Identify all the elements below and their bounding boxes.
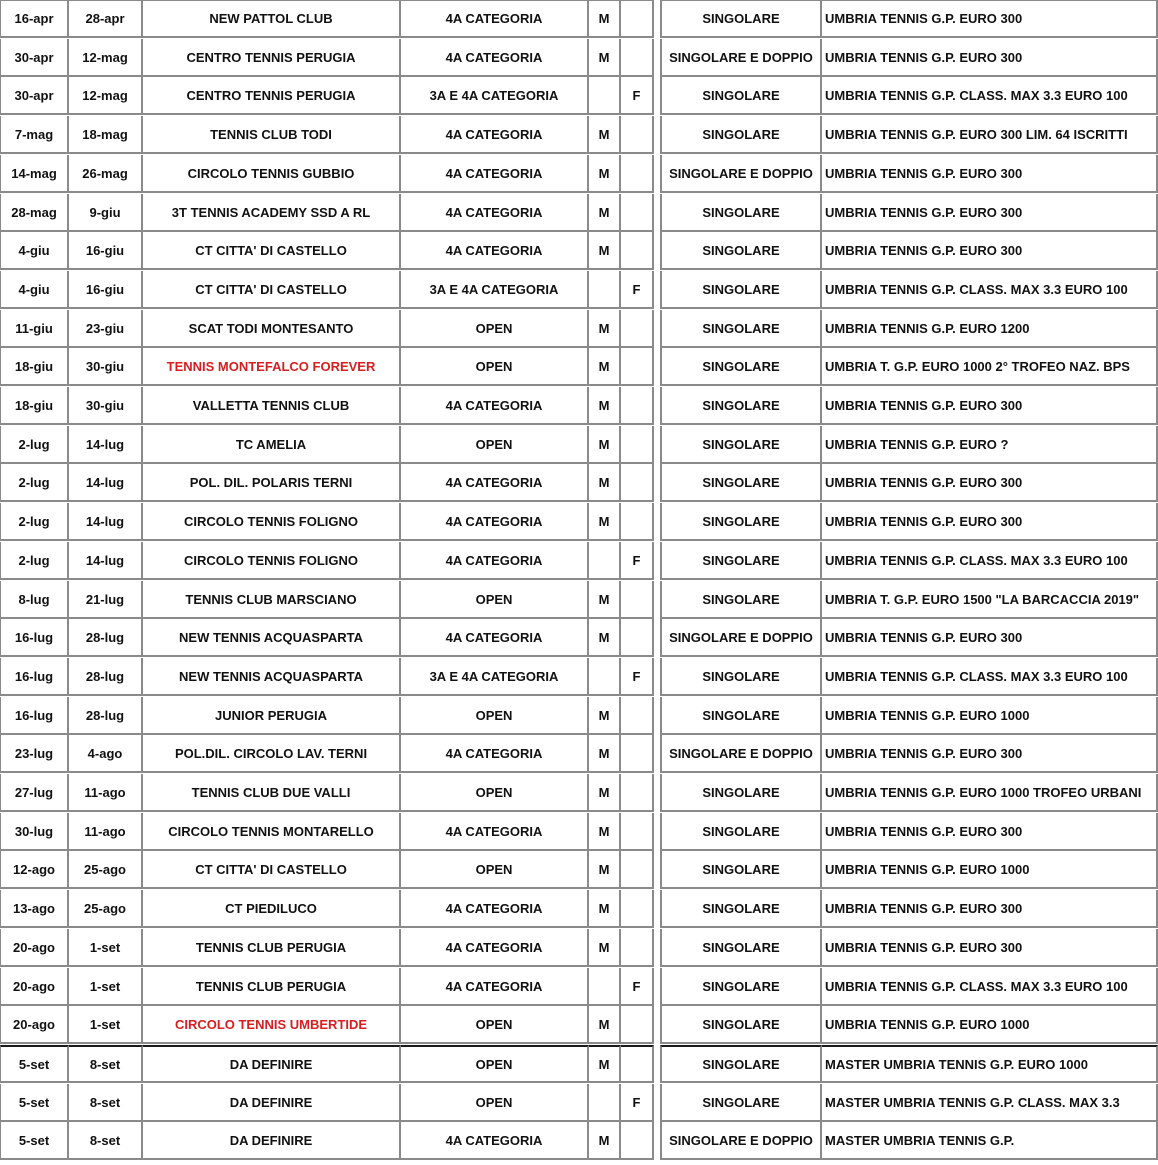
event-type-cell: SINGOLARE <box>660 1045 822 1083</box>
male-flag-cell <box>589 1084 621 1122</box>
male-flag-cell: M <box>589 929 621 967</box>
event-type-cell: SINGOLARE <box>660 464 822 502</box>
female-flag-cell <box>621 697 654 735</box>
tournament-note-cell: UMBRIA TENNIS G.P. CLASS. MAX 3.3 EURO 100 <box>822 542 1158 580</box>
category-cell: 4A CATEGORIA <box>401 813 589 851</box>
category-cell: 4A CATEGORIA <box>401 619 589 657</box>
start-date-cell: 4-giu <box>0 271 69 309</box>
club-name-cell: CIRCOLO TENNIS GUBBIO <box>143 155 401 193</box>
club-name-cell: NEW TENNIS ACQUASPARTA <box>143 619 401 657</box>
end-date-cell: 4-ago <box>69 735 143 773</box>
female-flag-cell <box>621 194 654 232</box>
end-date-cell: 21-lug <box>69 581 143 619</box>
male-flag-cell: M <box>589 581 621 619</box>
end-date-cell: 25-ago <box>69 851 143 889</box>
female-flag-cell <box>621 426 654 464</box>
club-name-cell: CIRCOLO TENNIS MONTARELLO <box>143 813 401 851</box>
male-flag-cell: M <box>589 116 621 154</box>
category-cell: 4A CATEGORIA <box>401 735 589 773</box>
female-flag-cell <box>621 310 654 348</box>
male-flag-cell: M <box>589 1045 621 1083</box>
tournament-note-cell: UMBRIA TENNIS G.P. EURO 300 <box>822 619 1158 657</box>
club-name-cell: DA DEFINIRE <box>143 1045 401 1083</box>
start-date-cell: 14-mag <box>0 155 69 193</box>
club-name-cell: TENNIS CLUB TODI <box>143 116 401 154</box>
category-cell: OPEN <box>401 310 589 348</box>
tournament-note-cell: UMBRIA TENNIS G.P. EURO 1000 TROFEO URBANI <box>822 774 1158 812</box>
tournament-note-cell: UMBRIA TENNIS G.P. EURO 300 <box>822 194 1158 232</box>
start-date-cell: 8-lug <box>0 581 69 619</box>
tournament-note-cell: UMBRIA TENNIS G.P. EURO 300 <box>822 39 1158 77</box>
start-date-cell: 16-lug <box>0 697 69 735</box>
event-type-cell: SINGOLARE <box>660 77 822 115</box>
event-type-cell: SINGOLARE <box>660 271 822 309</box>
table-row <box>0 581 1158 619</box>
end-date-cell: 16-giu <box>69 271 143 309</box>
event-type-cell: SINGOLARE <box>660 968 822 1006</box>
club-name-cell: SCAT TODI MONTESANTO <box>143 310 401 348</box>
category-cell: 4A CATEGORIA <box>401 968 589 1006</box>
male-flag-cell <box>589 542 621 580</box>
end-date-cell: 9-giu <box>69 194 143 232</box>
event-type-cell: SINGOLARE E DOPPIO <box>660 619 822 657</box>
table-row <box>0 0 1158 38</box>
male-flag-cell: M <box>589 348 621 386</box>
event-type-cell: SINGOLARE <box>660 116 822 154</box>
end-date-cell: 14-lug <box>69 426 143 464</box>
event-type-cell: SINGOLARE E DOPPIO <box>660 155 822 193</box>
event-type-cell: SINGOLARE E DOPPIO <box>660 39 822 77</box>
end-date-cell: 28-lug <box>69 619 143 657</box>
female-flag-cell: F <box>621 271 654 309</box>
event-type-cell: SINGOLARE <box>660 890 822 928</box>
female-flag-cell <box>621 464 654 502</box>
table-row <box>0 271 1158 309</box>
start-date-cell: 20-ago <box>0 929 69 967</box>
start-date-cell: 16-apr <box>0 0 69 38</box>
tournament-note-cell: UMBRIA TENNIS G.P. EURO 300 <box>822 155 1158 193</box>
category-cell: 4A CATEGORIA <box>401 232 589 270</box>
female-flag-cell: F <box>621 77 654 115</box>
tournament-note-cell: UMBRIA TENNIS G.P. EURO 300 <box>822 232 1158 270</box>
tournament-note-cell: UMBRIA TENNIS G.P. EURO 1000 <box>822 1006 1158 1044</box>
table-row <box>0 348 1158 386</box>
end-date-cell: 18-mag <box>69 116 143 154</box>
category-cell: OPEN <box>401 426 589 464</box>
club-name-cell: NEW PATTOL CLUB <box>143 0 401 38</box>
start-date-cell: 30-apr <box>0 39 69 77</box>
male-flag-cell: M <box>589 774 621 812</box>
category-cell: 4A CATEGORIA <box>401 1122 589 1160</box>
tournament-note-cell: UMBRIA TENNIS G.P. EURO 1000 <box>822 851 1158 889</box>
event-type-cell: SINGOLARE <box>660 813 822 851</box>
male-flag-cell: M <box>589 387 621 425</box>
table-row <box>0 116 1158 154</box>
male-flag-cell <box>589 968 621 1006</box>
category-cell: 3A E 4A CATEGORIA <box>401 271 589 309</box>
event-type-cell: SINGOLARE <box>660 929 822 967</box>
event-type-cell: SINGOLARE <box>660 774 822 812</box>
tournament-note-cell: UMBRIA TENNIS G.P. EURO 300 <box>822 735 1158 773</box>
male-flag-cell: M <box>589 503 621 541</box>
category-cell: 4A CATEGORIA <box>401 116 589 154</box>
female-flag-cell <box>621 1122 654 1160</box>
end-date-cell: 12-mag <box>69 39 143 77</box>
event-type-cell: SINGOLARE <box>660 194 822 232</box>
category-cell: 3A E 4A CATEGORIA <box>401 77 589 115</box>
table-row <box>0 310 1158 348</box>
club-name-cell: CT CITTA' DI CASTELLO <box>143 271 401 309</box>
tournament-note-cell: UMBRIA TENNIS G.P. EURO 1200 <box>822 310 1158 348</box>
club-name-cell: TENNIS CLUB PERUGIA <box>143 968 401 1006</box>
club-name-cell: CENTRO TENNIS PERUGIA <box>143 39 401 77</box>
club-name-cell: POL. DIL. POLARIS TERNI <box>143 464 401 502</box>
end-date-cell: 14-lug <box>69 464 143 502</box>
club-name-cell: TC AMELIA <box>143 426 401 464</box>
tournament-note-cell: UMBRIA TENNIS G.P. EURO 300 <box>822 813 1158 851</box>
event-type-cell: SINGOLARE <box>660 851 822 889</box>
male-flag-cell: M <box>589 735 621 773</box>
category-cell: OPEN <box>401 774 589 812</box>
male-flag-cell: M <box>589 426 621 464</box>
end-date-cell: 8-set <box>69 1045 143 1083</box>
tournament-note-cell: UMBRIA TENNIS G.P. EURO 1000 <box>822 697 1158 735</box>
female-flag-cell <box>621 387 654 425</box>
event-type-cell: SINGOLARE <box>660 658 822 696</box>
start-date-cell: 5-set <box>0 1084 69 1122</box>
table-row <box>0 890 1158 928</box>
end-date-cell: 8-set <box>69 1084 143 1122</box>
female-flag-cell <box>621 155 654 193</box>
start-date-cell: 16-lug <box>0 619 69 657</box>
event-type-cell: SINGOLARE <box>660 232 822 270</box>
category-cell: 3A E 4A CATEGORIA <box>401 658 589 696</box>
end-date-cell: 1-set <box>69 968 143 1006</box>
table-row <box>0 813 1158 851</box>
table-row <box>0 232 1158 270</box>
male-flag-cell: M <box>589 1122 621 1160</box>
club-name-cell: CIRCOLO TENNIS FOLIGNO <box>143 503 401 541</box>
male-flag-cell: M <box>589 813 621 851</box>
start-date-cell: 5-set <box>0 1045 69 1083</box>
start-date-cell: 13-ago <box>0 890 69 928</box>
end-date-cell: 1-set <box>69 1006 143 1044</box>
event-type-cell: SINGOLARE <box>660 0 822 38</box>
start-date-cell: 20-ago <box>0 1006 69 1044</box>
category-cell: OPEN <box>401 1045 589 1083</box>
event-type-cell: SINGOLARE <box>660 1084 822 1122</box>
end-date-cell: 14-lug <box>69 542 143 580</box>
end-date-cell: 28-apr <box>69 0 143 38</box>
table-row <box>0 503 1158 541</box>
tournament-note-cell: UMBRIA TENNIS G.P. EURO 300 <box>822 503 1158 541</box>
table-row <box>0 968 1158 1006</box>
category-cell: OPEN <box>401 581 589 619</box>
end-date-cell: 28-lug <box>69 697 143 735</box>
male-flag-cell: M <box>589 697 621 735</box>
male-flag-cell: M <box>589 194 621 232</box>
start-date-cell: 11-giu <box>0 310 69 348</box>
category-cell: OPEN <box>401 697 589 735</box>
female-flag-cell <box>621 735 654 773</box>
start-date-cell: 23-lug <box>0 735 69 773</box>
female-flag-cell <box>621 619 654 657</box>
start-date-cell: 2-lug <box>0 542 69 580</box>
club-name-cell: CT PIEDILUCO <box>143 890 401 928</box>
female-flag-cell: F <box>621 1084 654 1122</box>
male-flag-cell: M <box>589 851 621 889</box>
male-flag-cell <box>589 77 621 115</box>
female-flag-cell <box>621 0 654 38</box>
category-cell: 4A CATEGORIA <box>401 155 589 193</box>
start-date-cell: 20-ago <box>0 968 69 1006</box>
category-cell: OPEN <box>401 851 589 889</box>
tournament-note-cell: UMBRIA TENNIS G.P. CLASS. MAX 3.3 EURO 100 <box>822 271 1158 309</box>
table-row <box>0 774 1158 812</box>
tournament-note-cell: UMBRIA TENNIS G.P. CLASS. MAX 3.3 EURO 100 <box>822 77 1158 115</box>
tournament-note-cell: UMBRIA TENNIS G.P. EURO 300 <box>822 929 1158 967</box>
male-flag-cell <box>589 271 621 309</box>
club-name-cell: CIRCOLO TENNIS UMBERTIDE <box>143 1006 401 1044</box>
end-date-cell: 1-set <box>69 929 143 967</box>
table-row <box>0 464 1158 502</box>
table-row <box>0 658 1158 696</box>
female-flag-cell <box>621 503 654 541</box>
end-date-cell: 30-giu <box>69 348 143 386</box>
start-date-cell: 2-lug <box>0 503 69 541</box>
end-date-cell: 30-giu <box>69 387 143 425</box>
male-flag-cell: M <box>589 890 621 928</box>
male-flag-cell: M <box>589 464 621 502</box>
table-row <box>0 1122 1158 1160</box>
tournament-note-cell: MASTER UMBRIA TENNIS G.P. <box>822 1122 1158 1160</box>
event-type-cell: SINGOLARE E DOPPIO <box>660 1122 822 1160</box>
end-date-cell: 26-mag <box>69 155 143 193</box>
event-type-cell: SINGOLARE <box>660 503 822 541</box>
male-flag-cell: M <box>589 232 621 270</box>
table-row <box>0 1006 1158 1044</box>
club-name-cell: JUNIOR PERUGIA <box>143 697 401 735</box>
male-flag-cell: M <box>589 310 621 348</box>
start-date-cell: 30-lug <box>0 813 69 851</box>
table-row <box>0 735 1158 773</box>
category-cell: 4A CATEGORIA <box>401 194 589 232</box>
male-flag-cell: M <box>589 155 621 193</box>
end-date-cell: 14-lug <box>69 503 143 541</box>
club-name-cell: NEW TENNIS ACQUASPARTA <box>143 658 401 696</box>
end-date-cell: 11-ago <box>69 813 143 851</box>
tournament-note-cell: UMBRIA TENNIS G.P. EURO 300 <box>822 890 1158 928</box>
start-date-cell: 18-giu <box>0 348 69 386</box>
event-type-cell: SINGOLARE <box>660 542 822 580</box>
tournament-note-cell: UMBRIA TENNIS G.P. EURO 300 LIM. 64 ISCRITTI <box>822 116 1158 154</box>
start-date-cell: 4-giu <box>0 232 69 270</box>
male-flag-cell: M <box>589 619 621 657</box>
category-cell: 4A CATEGORIA <box>401 503 589 541</box>
end-date-cell: 11-ago <box>69 774 143 812</box>
club-name-cell: POL.DIL. CIRCOLO LAV. TERNI <box>143 735 401 773</box>
female-flag-cell <box>621 39 654 77</box>
tournament-note-cell: UMBRIA TENNIS G.P. CLASS. MAX 3.3 EURO 100 <box>822 658 1158 696</box>
club-name-cell: TENNIS CLUB PERUGIA <box>143 929 401 967</box>
end-date-cell: 16-giu <box>69 232 143 270</box>
club-name-cell: DA DEFINIRE <box>143 1084 401 1122</box>
female-flag-cell <box>621 348 654 386</box>
table-row <box>0 387 1158 425</box>
start-date-cell: 2-lug <box>0 464 69 502</box>
table-row <box>0 194 1158 232</box>
start-date-cell: 28-mag <box>0 194 69 232</box>
category-cell: OPEN <box>401 1084 589 1122</box>
club-name-cell: CIRCOLO TENNIS FOLIGNO <box>143 542 401 580</box>
female-flag-cell: F <box>621 658 654 696</box>
table-row <box>0 39 1158 77</box>
female-flag-cell <box>621 774 654 812</box>
male-flag-cell: M <box>589 0 621 38</box>
table-row <box>0 77 1158 115</box>
end-date-cell: 28-lug <box>69 658 143 696</box>
tournament-note-cell: UMBRIA T. G.P. EURO 1000 2° TROFEO NAZ. BPS <box>822 348 1158 386</box>
club-name-cell: VALLETTA TENNIS CLUB <box>143 387 401 425</box>
club-name-cell: DA DEFINIRE <box>143 1122 401 1160</box>
category-cell: 4A CATEGORIA <box>401 39 589 77</box>
club-name-cell: 3T TENNIS ACADEMY SSD A RL <box>143 194 401 232</box>
table-row <box>0 619 1158 657</box>
table-row <box>0 426 1158 464</box>
table-row <box>0 1045 1158 1083</box>
female-flag-cell <box>621 1006 654 1044</box>
tournament-note-cell: MASTER UMBRIA TENNIS G.P. EURO 1000 <box>822 1045 1158 1083</box>
event-type-cell: SINGOLARE <box>660 581 822 619</box>
female-flag-cell <box>621 581 654 619</box>
event-type-cell: SINGOLARE E DOPPIO <box>660 735 822 773</box>
female-flag-cell <box>621 116 654 154</box>
table-row <box>0 155 1158 193</box>
tournament-note-cell: UMBRIA TENNIS G.P. EURO 300 <box>822 0 1158 38</box>
female-flag-cell <box>621 1045 654 1083</box>
end-date-cell: 23-giu <box>69 310 143 348</box>
club-name-cell: CT CITTA' DI CASTELLO <box>143 851 401 889</box>
category-cell: OPEN <box>401 1006 589 1044</box>
table-row <box>0 851 1158 889</box>
start-date-cell: 7-mag <box>0 116 69 154</box>
table-row <box>0 929 1158 967</box>
category-cell: OPEN <box>401 348 589 386</box>
female-flag-cell: F <box>621 542 654 580</box>
female-flag-cell <box>621 232 654 270</box>
start-date-cell: 16-lug <box>0 658 69 696</box>
event-type-cell: SINGOLARE <box>660 697 822 735</box>
male-flag-cell: M <box>589 1006 621 1044</box>
club-name-cell: CENTRO TENNIS PERUGIA <box>143 77 401 115</box>
event-type-cell: SINGOLARE <box>660 348 822 386</box>
start-date-cell: 5-set <box>0 1122 69 1160</box>
tournament-note-cell: UMBRIA T. G.P. EURO 1500 "LA BARCACCIA 2019" <box>822 581 1158 619</box>
start-date-cell: 27-lug <box>0 774 69 812</box>
start-date-cell: 18-giu <box>0 387 69 425</box>
club-name-cell: TENNIS CLUB MARSCIANO <box>143 581 401 619</box>
male-flag-cell: M <box>589 39 621 77</box>
female-flag-cell: F <box>621 968 654 1006</box>
tournament-note-cell: UMBRIA TENNIS G.P. EURO 300 <box>822 387 1158 425</box>
category-cell: 4A CATEGORIA <box>401 0 589 38</box>
start-date-cell: 30-apr <box>0 77 69 115</box>
category-cell: 4A CATEGORIA <box>401 387 589 425</box>
table-row <box>0 697 1158 735</box>
category-cell: 4A CATEGORIA <box>401 542 589 580</box>
tournament-note-cell: MASTER UMBRIA TENNIS G.P. CLASS. MAX 3.3 <box>822 1084 1158 1122</box>
club-name-cell: TENNIS CLUB DUE VALLI <box>143 774 401 812</box>
event-type-cell: SINGOLARE <box>660 310 822 348</box>
table-row <box>0 1084 1158 1122</box>
category-cell: 4A CATEGORIA <box>401 464 589 502</box>
category-cell: 4A CATEGORIA <box>401 929 589 967</box>
male-flag-cell <box>589 658 621 696</box>
club-name-cell: TENNIS MONTEFALCO FOREVER <box>143 348 401 386</box>
start-date-cell: 12-ago <box>0 851 69 889</box>
female-flag-cell <box>621 890 654 928</box>
female-flag-cell <box>621 929 654 967</box>
female-flag-cell <box>621 813 654 851</box>
tournament-note-cell: UMBRIA TENNIS G.P. CLASS. MAX 3.3 EURO 100 <box>822 968 1158 1006</box>
table-row <box>0 542 1158 580</box>
female-flag-cell <box>621 851 654 889</box>
club-name-cell: CT CITTA' DI CASTELLO <box>143 232 401 270</box>
end-date-cell: 25-ago <box>69 890 143 928</box>
start-date-cell: 2-lug <box>0 426 69 464</box>
event-type-cell: SINGOLARE <box>660 426 822 464</box>
event-type-cell: SINGOLARE <box>660 1006 822 1044</box>
event-type-cell: SINGOLARE <box>660 387 822 425</box>
category-cell: 4A CATEGORIA <box>401 890 589 928</box>
end-date-cell: 12-mag <box>69 77 143 115</box>
end-date-cell: 8-set <box>69 1122 143 1160</box>
tournament-note-cell: UMBRIA TENNIS G.P. EURO 300 <box>822 464 1158 502</box>
tournament-note-cell: UMBRIA TENNIS G.P. EURO ? <box>822 426 1158 464</box>
